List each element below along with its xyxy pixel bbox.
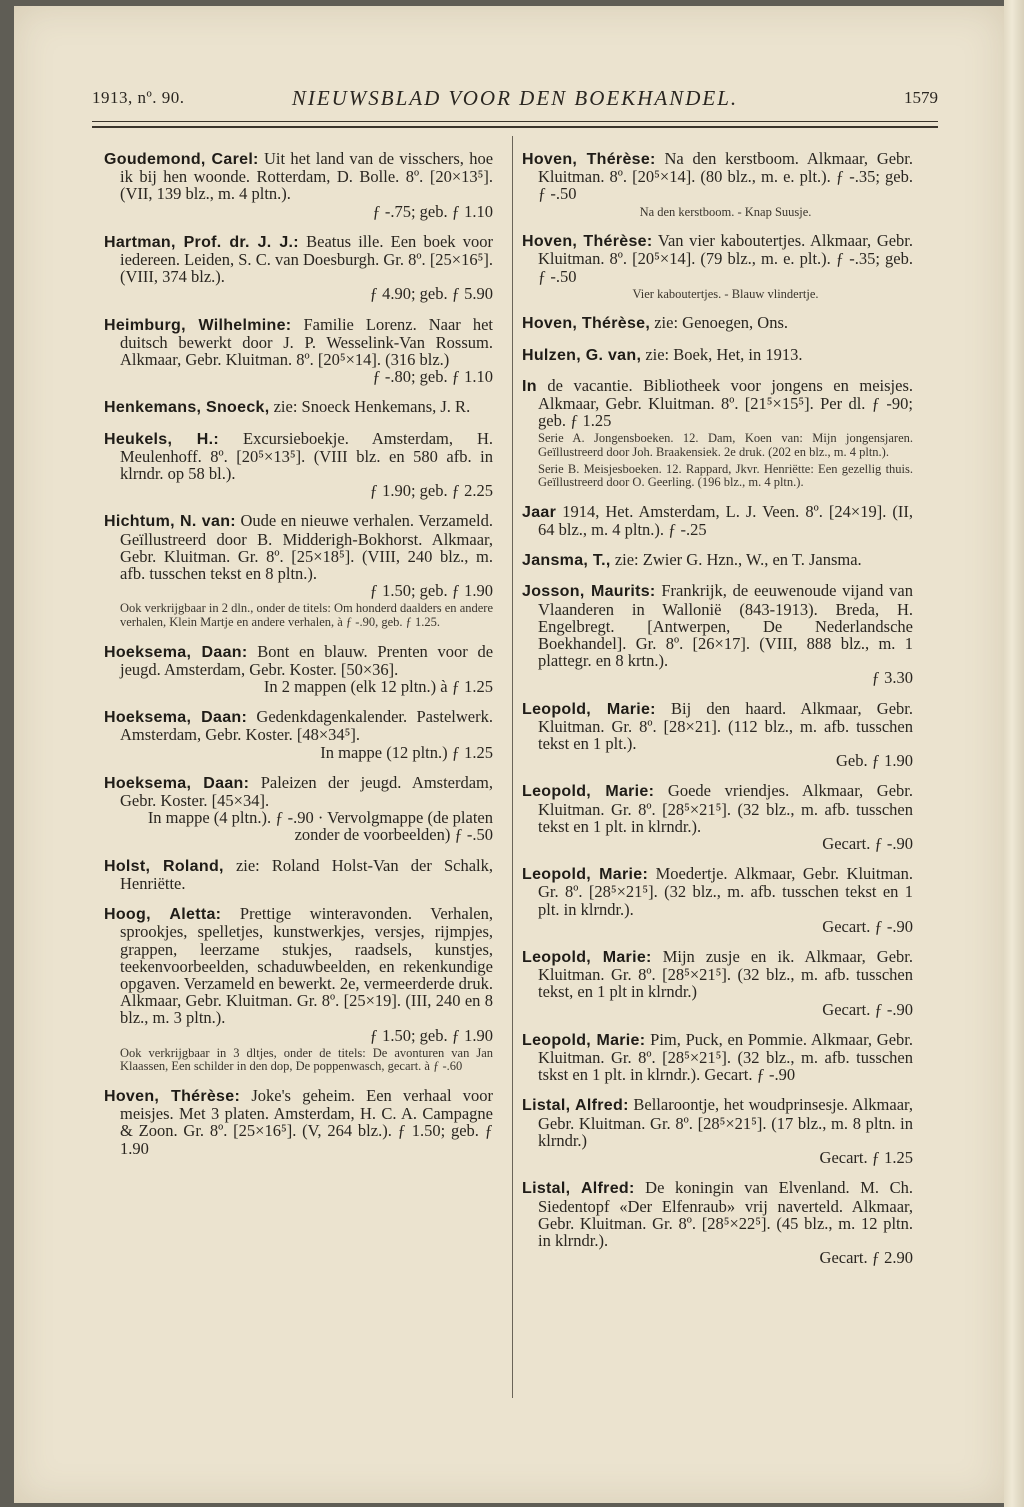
entry-price: ƒ -.75; geb. ƒ 1.10 — [372, 201, 493, 221]
entry-headword: Josson, Maurits: — [522, 583, 656, 601]
entry-price: ƒ 4.90; geb. ƒ 5.90 — [369, 284, 493, 304]
entry-note: Ook verkrijgbaar in 3 dltjes, onder de titels: De avonturen van Jan Klaassen, Een schilder in den dop, De poppenwasch, gecart. à ƒ -.60 — [120, 1045, 493, 1074]
catalogue-entry — [522, 551, 913, 569]
catalogue-entry — [104, 1087, 493, 1157]
catalogue-entry — [522, 1179, 913, 1266]
entry-headword: Holst, Roland, — [104, 857, 224, 875]
entry-headword: Jansma, T., — [522, 552, 611, 570]
entry-text: zie: Zwier G. Hzn., W., en T. Jansma. — [614, 550, 862, 570]
entry-headword: Jaar — [522, 503, 557, 521]
catalogue-entry — [522, 782, 913, 852]
entry-headword: Hoeksema, Daan: — [104, 643, 248, 661]
entry-text: Bont en blauw. Prenten voor de jeugd. Amsterdam, Gebr. Koster. [50×36]. — [120, 641, 494, 679]
entry-text: Familie Lorenz. Naar het duitsch bewerkt door J. P. Wesselink-Van Rossum. Alkmaar, Gebr. Kluitman. 8º. [20⁵×14]. (316 blz.) — [120, 314, 493, 370]
catalogue-entry — [104, 643, 493, 696]
entry-headword: Hoeksema, Daan: — [104, 774, 250, 792]
entry-headword: Hoeksema, Daan: — [104, 709, 248, 727]
column-divider — [512, 136, 513, 1398]
catalogue-entry — [104, 316, 493, 386]
entry-price: ƒ 1.90; geb. ƒ 2.25 — [369, 481, 493, 501]
entry-text: Van vier kaboutertjes. Alkmaar, Gebr. Kluitman. 8º. [20⁵×14]. (79 blz., m. e. plt.). ƒ -.35; geb. ƒ -.50 — [538, 231, 914, 286]
entry-price: ƒ 3.30 — [871, 668, 913, 688]
running-header — [92, 86, 938, 116]
header-rule-thin — [92, 121, 938, 122]
entry-headword: Goudemond, Carel: — [104, 151, 259, 168]
entry-text: Pim, Puck, en Pommie. Alkmaar, Gebr. Kluitman. Gr. 8º. [28⁵×21⁵]. (32 blz., m. afb. tusschen tskst en 1 plt. in klrndr.). Gecart. ƒ -.90 — [538, 1029, 913, 1085]
entry-headword: Hartman, Prof. dr. J. J.: — [104, 233, 299, 251]
catalogue-entry — [522, 503, 913, 538]
entry-text: zie: Snoeck Henkemans, J. R. — [273, 397, 471, 417]
catalogue-entry — [104, 233, 493, 303]
entry-headword: Hoven, Thérèse, — [522, 315, 651, 333]
entry-price: In mappe (4 pltn.). ƒ -.90 · Vervolgmappe (de platen zonder de voorbeelden) ƒ -.50 — [147, 808, 493, 845]
catalogue-entry — [104, 857, 493, 892]
entry-text: Frankrijk, de eeuwenoude vijand van Vlaanderen in Wallonië (843-1913). Breda, H. Engelbregt. [Antwerpen, De Nederlandsche Boekhandel]. Gr. 8º. [26×17]. (VIII, 888 blz., m. 1 plattegr. en 8 krtn.). — [538, 581, 914, 671]
entry-price: ƒ 1.50; geb. ƒ 1.90 — [369, 1025, 493, 1045]
entry-text: Excursieboekje. Amsterdam, H. Meulenhoff. 8º. [20⁵×13⁵]. (VIII blz. en 580 afb. in klrndr. op 58 bl.). — [120, 428, 493, 484]
entry-headword: Hoven, Thérèse: — [104, 1087, 241, 1105]
catalogue-entry — [522, 582, 913, 686]
entry-text: De koningin van Elvenland. M. Ch. Siedentopf «Der Elfenraub» vrij naverteld. Alkmaar, Gebr. Kluitman. Gr. 8º. [28⁵×22⁵]. (45 blz., m. 12 pltn. in klrndr.). — [538, 1178, 913, 1250]
entry-headword: Hichtum, N. van: — [104, 513, 236, 531]
catalogue-entry — [522, 232, 913, 301]
catalogue-entry — [522, 346, 913, 364]
catalogue-entry — [522, 700, 913, 770]
entry-price: Gecart. ƒ 1.25 — [819, 1148, 913, 1168]
entry-text: zie: Boek, Het, in 1913. — [645, 344, 803, 364]
entry-price: ƒ 1.50; geb. ƒ 1.90 — [369, 581, 493, 601]
entry-headword: Hoven, Thérèse: — [522, 151, 656, 168]
entry-headword: Listal, Alfred: — [522, 1180, 635, 1198]
catalogue-entry — [104, 774, 493, 844]
journal-title: NIEUWSBLAD VOOR DEN BOEKHANDEL. — [291, 86, 739, 110]
entry-headword: Leopold, Marie: — [522, 1031, 646, 1049]
entry-text: zie: Roland Holst-Van der Schalk, Henriëtte. — [120, 855, 494, 893]
page-edge — [1004, 0, 1024, 1507]
entry-headword: Leopold, Marie: — [522, 700, 656, 718]
left-column — [104, 150, 493, 1170]
page-number: 1579 — [904, 88, 938, 107]
catalogue-entry — [522, 1096, 913, 1166]
catalogue-entry — [104, 708, 493, 761]
entry-headword: Hoog, Aletta: — [104, 906, 222, 924]
entry-text: Beatus ille. Een boek voor iedereen. Leiden, S. C. van Doesburgh. Gr. 8º. [25×16⁵]. (VIII, 374 blz.). — [120, 231, 493, 287]
entry-text: Bij den haard. Alkmaar, Gebr. Kluitman. Gr. 8º. [28×21]. (112 blz., m. afb. tusschen tekst en 1 plt.). — [538, 698, 914, 754]
catalogue-entry — [522, 1031, 913, 1084]
entry-text: Mijn zusje en ik. Alkmaar, Gebr. Kluitman. Gr. 8º. [28⁵×21⁵]. (32 blz., m. afb. tusschen tekst, en 1 plt in klrndr.) — [538, 947, 913, 1002]
catalogue-entry — [104, 150, 493, 220]
entry-text: Gedenkdagenkalender. Pastelwerk. Amsterdam, Gebr. Koster. [48×34⁵]. — [120, 707, 493, 745]
catalogue-entry — [104, 398, 493, 416]
entry-note: Serie B. Meisjesboeken. 12. Rappard, Jkvr. Henriëtte: Een gezellig thuis. Geïllustreerd door O. Geerling. (196 blz., m. 4 pltn.). — [538, 461, 913, 490]
entry-text: Na den kerstboom. Alkmaar, Gebr. Kluitman. 8º. [20⁵×14]. (80 blz., m. e. plt.). ƒ -.35; geb. ƒ -.50 — [538, 149, 914, 204]
entry-text: Prettige winteravonden. Verhalen, sprookjes, spelletjes, kunstwerkjes, versjes, rijmpjes, grappen, leerzame stukjes, raadsels, kunstjes, teekenvoorbeelden, schaduwbeelden, en rekenkundige opgaven. Verzameld en bewerkt. 2e, vermeerderde druk. Alkmaar, Gebr. Kluitman. Gr. 8º. [25×19]. (III, 240 en 8 blz., m. 3 pltn.). — [120, 904, 493, 1028]
entry-headword: Henkemans, Snoeck, — [104, 399, 270, 417]
catalogue-entry — [522, 948, 913, 1018]
entry-note: Na den kerstboom. - Knap Suusje. — [639, 204, 812, 219]
catalogue-entry — [104, 905, 493, 1074]
catalogue-entry — [104, 512, 493, 629]
entry-text: de vacantie. Bibliotheek voor jongens en meisjes. Alkmaar, Gebr. Kluitman. 8º. [21⁵×15⁵]. Per dl. ƒ -90; geb. ƒ 1.25 — [538, 375, 914, 431]
entry-headword: Hoven, Thérèse: — [522, 233, 653, 251]
entry-note: Vier kaboutertjes. - Blauw vlindertje. — [632, 286, 819, 301]
entry-price: In mappe (12 pltn.) ƒ 1.25 — [320, 742, 493, 762]
entry-headword: Leopold, Marie: — [522, 783, 655, 801]
entry-text: 1914, Het. Amsterdam, L. J. Veen. 8º. [24×19]. (II, 64 blz., m. 4 pltn.). ƒ -.25 — [538, 501, 913, 539]
entry-headword: Leopold, Marie: — [522, 949, 652, 967]
header-rule-thick — [92, 126, 938, 128]
entry-text: Bellaroontje, het woudprinsesje. Alkmaar, Gebr. Kluitman. Gr. 8º. [28⁵×21⁵]. (17 blz., m. 8 pltn. in klrndr.) — [538, 1095, 913, 1150]
entry-price: Geb. ƒ 1.90 — [836, 751, 913, 771]
entry-headword: Heimburg, Wilhelmine: — [104, 316, 292, 334]
entry-price: Gecart. ƒ -.90 — [822, 916, 913, 936]
catalogue-entry — [104, 430, 493, 500]
entry-price: In 2 mappen (elk 12 pltn.) à ƒ 1.25 — [263, 677, 493, 697]
entry-text: Goede vriendjes. Alkmaar, Gebr. Kluitman. Gr. 8º. [28⁵×21⁵]. (32 blz., m. afb. tusschen tekst en 1 plt. in klrndr.). — [538, 781, 913, 836]
entry-text: Moedertje. Alkmaar, Gebr. Kluitman. Gr. 8º. [28⁵×21⁵]. (32 blz., m. afb. tusschen tekst en 1 plt. in klrndr.). — [538, 864, 914, 919]
right-column — [522, 150, 913, 1279]
issue-number: 1913, nº. 90. — [92, 88, 185, 107]
entry-price: Gecart. ƒ -.90 — [822, 834, 913, 854]
entry-price: Gecart. ƒ -.90 — [822, 999, 913, 1019]
entry-note: Serie A. Jongensboeken. 12. Dam, Koen van: Mijn jongensjaren. Geïllustreerd door Joh. Braakensiek. 2e druk. (202 en blz., m. 4 pltn.). — [538, 431, 913, 460]
entry-text: Uit het land van de visschers, hoe ik bij hen woonde. Rotterdam, D. Bolle. 8º. [20×13⁵]. (VII, 139 blz., m. 4 pltn.). — [120, 149, 494, 204]
entry-headword: Hulzen, G. van, — [522, 346, 642, 364]
entry-note: Ook verkrijgbaar in 2 dln., onder de titels: Om honderd daalders en andere verhalen, Klein Martje en andere verhalen, à ƒ -.90, geb. ƒ 1.25. — [120, 601, 493, 630]
entry-price: Gecart. ƒ 2.90 — [819, 1248, 913, 1268]
entry-text: Joke's geheim. Een verhaal voor meisjes. Met 3 platen. Amsterdam, H. C. A. Campagne & Zoon. Gr. 8º. [25×16⁵]. (V, 264 blz.). ƒ 1.50; geb. ƒ 1.90 — [120, 1085, 494, 1158]
entry-text: zie: Genoegen, Ons. — [654, 313, 789, 333]
entry-headword: Listal, Alfred: — [522, 1097, 629, 1115]
catalogue-entry — [522, 377, 913, 490]
catalogue-entry — [522, 150, 913, 219]
entry-headword: Heukels, H.: — [104, 430, 220, 448]
entry-text: Oude en nieuwe verhalen. Verzameld. Geïllustreerd door B. Midderigh-Bokhorst. Alkmaar, Gebr. Kluitman. Gr. 8º. [25×18⁵]. (VIII, 240 blz., m. afb. tusschen tekst en 8 pltn.). — [120, 511, 493, 584]
entry-text: Paleizen der jeugd. Amsterdam, Gebr. Koster. [45×34]. — [120, 772, 494, 811]
catalogue-entry — [522, 314, 913, 332]
catalogue-entry — [522, 865, 913, 935]
entry-price: ƒ -.80; geb. ƒ 1.10 — [372, 367, 493, 387]
entry-headword: Leopold, Marie: — [522, 866, 649, 884]
entry-headword: In — [522, 377, 537, 395]
